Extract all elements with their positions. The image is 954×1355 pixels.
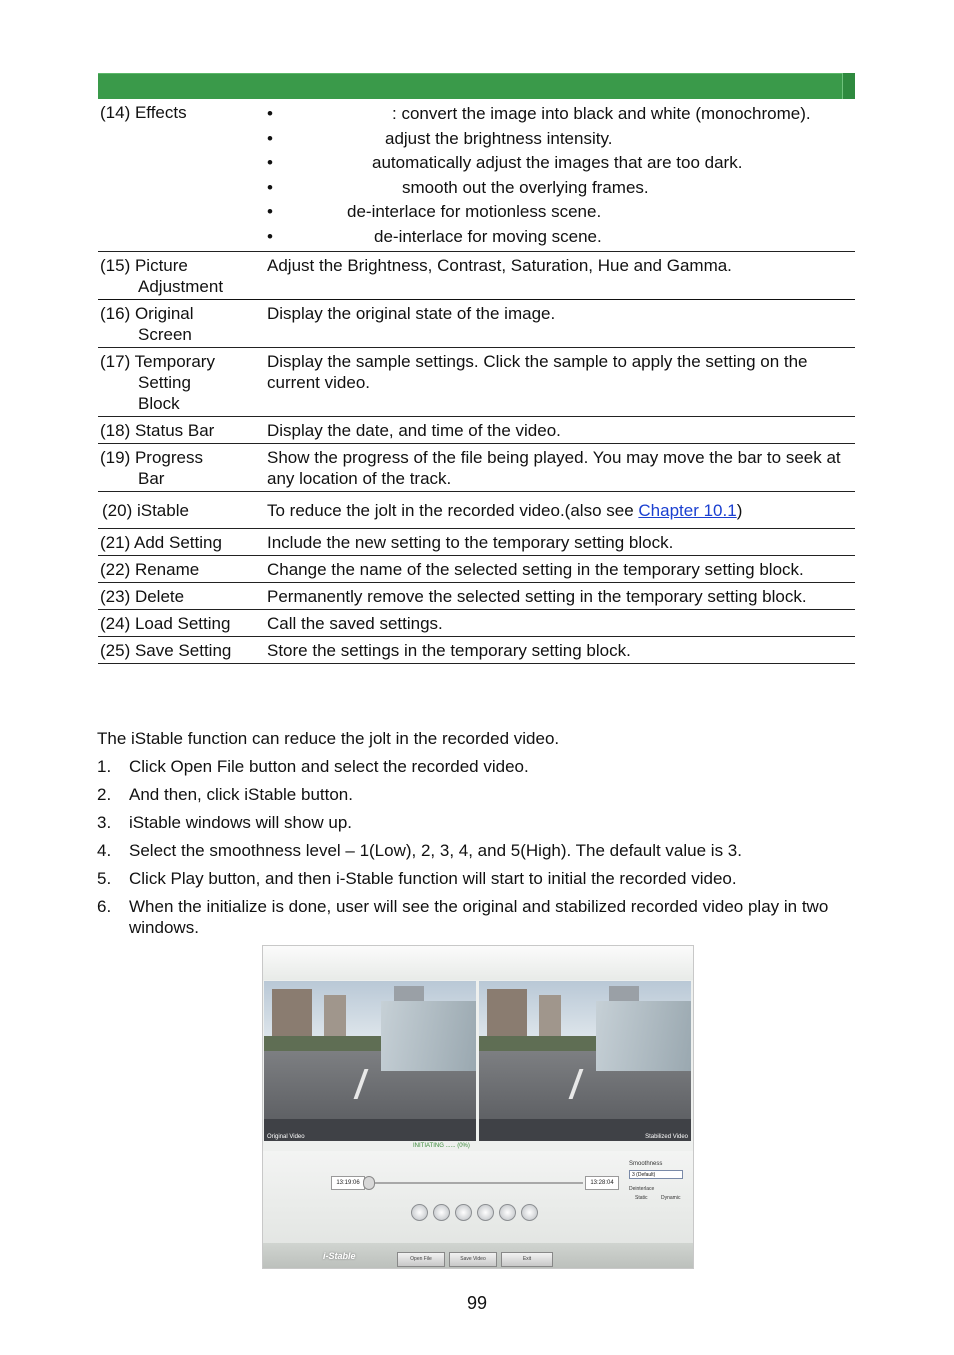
term-label-cont: Adjustment: [138, 277, 224, 296]
table-row: [98, 610, 855, 637]
list-item: [267, 225, 855, 250]
stabilized-video-pane: [479, 981, 691, 1141]
term-label: (21) Add Setting: [100, 533, 222, 552]
step-text: Click Open File button and select the recorded video.: [129, 757, 529, 776]
effect-text: automatically adjust the images that are too dark.: [372, 153, 743, 172]
smoothness-select[interactable]: 3 (Default): [629, 1170, 683, 1179]
term-cell: [98, 556, 267, 583]
list-item: [97, 756, 857, 777]
progress-slider[interactable]: [365, 1182, 583, 1184]
definition-cell: Call the saved settings.: [267, 610, 855, 637]
definition-text: ): [736, 501, 743, 520]
term-cell: [98, 300, 267, 348]
window-top-strip: [263, 946, 693, 980]
definition-cell: [267, 492, 855, 529]
term-cell: [98, 583, 267, 610]
effect-text: de-interlace for motionless scene.: [347, 202, 602, 221]
term-cell: [98, 252, 267, 300]
list-item: [267, 102, 855, 127]
time-end: 13:28:04: [585, 1176, 619, 1190]
effect-text: de-interlace for moving scene.: [374, 226, 602, 246]
table-row: [98, 556, 855, 583]
chapter-link[interactable]: Chapter 10.1: [638, 501, 737, 520]
table-row: [98, 583, 855, 610]
term-label: (23) Delete: [100, 587, 185, 606]
play-button[interactable]: [455, 1204, 472, 1221]
open-file-button[interactable]: Open File: [397, 1252, 445, 1267]
save-video-button[interactable]: Save Video: [449, 1252, 497, 1267]
step-text: And then, click iStable button.: [129, 785, 353, 804]
term-cell: [98, 417, 267, 444]
video-caption: Stabilized Video: [645, 1134, 688, 1140]
status-text: INITIATING ...... (0%): [413, 1143, 470, 1149]
list-item: [97, 812, 857, 833]
effect-text: : convert the image into black and white (monochrome).: [392, 104, 811, 123]
forward-button[interactable]: [499, 1204, 516, 1221]
table-row: [98, 444, 855, 492]
bullet-icon: •: [267, 128, 273, 148]
term-cell: [98, 348, 267, 417]
term-cell: [98, 99, 267, 252]
istable-screenshot: [262, 945, 694, 1269]
bullet-icon: •: [267, 202, 273, 221]
term-label: (15) Picture: [100, 256, 188, 275]
step-number: 1.: [97, 757, 112, 776]
effect-text: adjust the brightness intensity.: [385, 128, 613, 148]
dynamic-radio[interactable]: Dynamic: [661, 1195, 681, 1201]
term-cell: [98, 610, 267, 637]
video-noise-barrier: [381, 1001, 476, 1071]
table-row: [98, 529, 855, 556]
bullet-icon: •: [267, 153, 273, 172]
time-start: 13:19:06: [331, 1176, 365, 1190]
bullet-icon: •: [267, 104, 273, 123]
term-label-cont: Screen: [138, 325, 192, 344]
term-label-cont: Bar: [138, 469, 165, 488]
step-number: 5.: [97, 869, 112, 888]
list-item: [267, 200, 855, 225]
bullet-icon: •: [267, 226, 273, 246]
term-cell: [98, 529, 267, 556]
definition-cell: Display the sample settings. Click the sample to apply the setting on the current video.: [267, 348, 855, 417]
definition-cell: Display the original state of the image.: [267, 300, 855, 348]
table-row: [98, 300, 855, 348]
deinterlace-checkbox[interactable]: Deinterlace: [629, 1186, 655, 1192]
smoothness-label: Smoothness: [629, 1161, 663, 1167]
list-item: [97, 868, 857, 889]
static-radio[interactable]: Static: [635, 1195, 648, 1201]
effect-text: smooth out the overlying frames.: [402, 177, 649, 197]
list-item: [97, 840, 857, 861]
stop-button[interactable]: [521, 1204, 538, 1221]
table-row: [98, 252, 855, 300]
term-label: (24) Load Setting: [100, 614, 231, 633]
table-row: [98, 348, 855, 417]
step-number: 2.: [97, 785, 112, 804]
term-label-cont: Block: [138, 394, 180, 413]
table-row: [98, 99, 855, 252]
definition-cell: Permanently remove the selected setting in the temporary setting block.: [267, 583, 855, 610]
effects-list: [267, 102, 855, 249]
definition-text: To reduce the jolt in the recorded video.(also see: [267, 501, 639, 520]
list-item: [267, 151, 855, 176]
step-number: 3.: [97, 813, 112, 832]
bullet-icon: •: [267, 177, 273, 197]
definition-cell: [267, 99, 855, 252]
table-row: [98, 637, 855, 664]
step-text: When the initialize is done, user will see the original and stabilized recorded video play in two windows.: [129, 897, 829, 937]
table-row: [98, 417, 855, 444]
video-caption: Original Video: [267, 1134, 305, 1140]
definition-cell: Store the settings in the temporary setting block.: [267, 637, 855, 664]
table-row: [98, 492, 855, 529]
term-label: (18) Status Bar: [100, 421, 215, 440]
term-label-cont: Setting: [138, 373, 191, 392]
pause-button[interactable]: [477, 1204, 494, 1221]
term-label: (17) Temporary: [100, 352, 215, 371]
header-end-cap: [842, 73, 855, 99]
term-label: (25) Save Setting: [100, 641, 232, 660]
table-header-bar: [98, 73, 855, 99]
step-text: Click Play button, and then i-Stable function will start to initial the recorded video.: [129, 869, 737, 888]
original-video-pane: [264, 981, 476, 1141]
list-item: [267, 176, 855, 201]
list-item: [97, 784, 857, 805]
definition-cell: Show the progress of the file being played. You may move the bar to seek at any location of the track.: [267, 444, 855, 492]
intro-paragraph: The iStable function can reduce the jolt in the recorded video.: [97, 729, 560, 748]
page-number: 99: [466, 1293, 488, 1313]
steps-list: [97, 756, 857, 945]
first-frame-button[interactable]: [411, 1204, 428, 1221]
term-label: (16) Original: [100, 304, 194, 323]
term-label: (22) Rename: [100, 560, 200, 579]
step-number: 6.: [97, 897, 112, 916]
exit-button[interactable]: Exit: [501, 1252, 553, 1267]
description-table: [98, 99, 855, 664]
step-text: Select the smoothness level – 1(Low), 2, 3, 4, and 5(High). The default value is 3.: [129, 841, 742, 860]
list-item: [97, 896, 857, 938]
term-cell: [98, 637, 267, 664]
definition-cell: Change the name of the selected setting in the temporary setting block.: [267, 556, 855, 583]
list-item: [267, 127, 855, 152]
term-label: (19) Progress: [100, 448, 203, 467]
definition-cell: Display the date, and time of the video.: [267, 417, 855, 444]
term-label: (14) Effects: [100, 103, 187, 122]
istable-logo: i-Stable: [323, 1251, 356, 1261]
definition-cell: Adjust the Brightness, Contrast, Saturation, Hue and Gamma.: [267, 252, 855, 300]
definition-cell: Include the new setting to the temporary setting block.: [267, 529, 855, 556]
term-cell: [98, 444, 267, 492]
step-text: iStable windows will show up.: [129, 813, 352, 832]
rewind-button[interactable]: [433, 1204, 450, 1221]
header-highlight: [98, 73, 855, 74]
video-noise-barrier: [596, 1001, 691, 1071]
slider-knob[interactable]: [363, 1176, 375, 1190]
step-number: 4.: [97, 841, 112, 860]
term-label: (20) iStable: [102, 501, 189, 520]
term-cell: [98, 492, 267, 529]
